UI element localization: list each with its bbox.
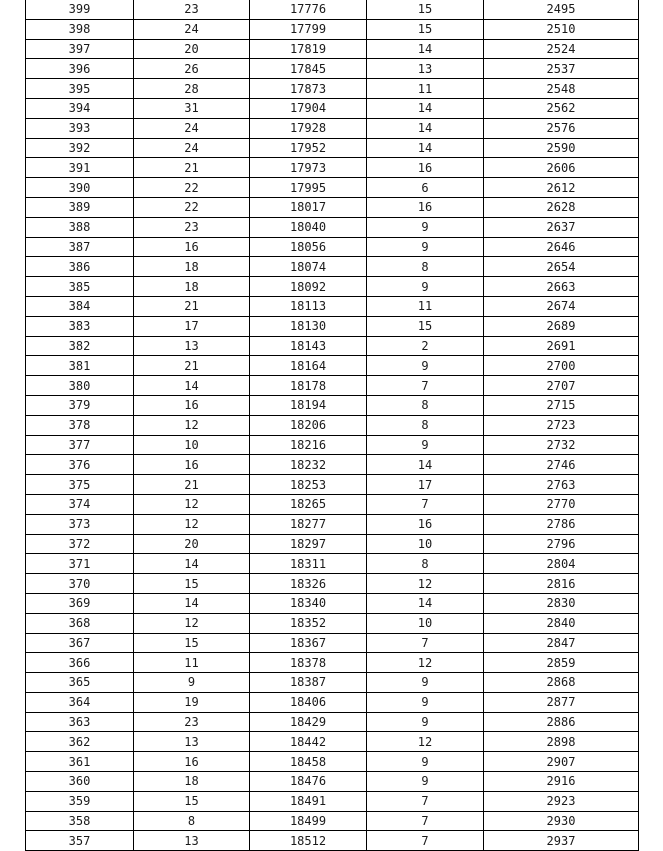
sub-count-cell: 2	[367, 336, 484, 356]
cumulative-count-cell: 18092	[250, 277, 367, 297]
sub-count-cell: 7	[367, 494, 484, 514]
table-row	[26, 514, 639, 534]
count-cell: 31	[134, 98, 250, 118]
sub-count-cell: 6	[367, 178, 484, 198]
sub-cumulative-cell: 2689	[484, 316, 639, 336]
sub-count-cell: 9	[367, 277, 484, 297]
table-row	[26, 98, 639, 118]
cumulative-count-cell: 18017	[250, 197, 367, 217]
sub-count-cell: 12	[367, 732, 484, 752]
count-cell: 18	[134, 772, 250, 792]
sub-cumulative-cell: 2907	[484, 752, 639, 772]
sub-cumulative-cell: 2524	[484, 39, 639, 59]
score-cell: 380	[26, 376, 134, 396]
sub-cumulative-cell: 2930	[484, 811, 639, 831]
table-row	[26, 296, 639, 316]
sub-cumulative-cell: 2576	[484, 118, 639, 138]
sub-count-cell: 9	[367, 237, 484, 257]
score-cell: 368	[26, 613, 134, 633]
count-cell: 9	[134, 673, 250, 693]
count-cell: 16	[134, 752, 250, 772]
table-row	[26, 673, 639, 693]
cumulative-count-cell: 17904	[250, 98, 367, 118]
score-cell: 364	[26, 692, 134, 712]
table-row	[26, 475, 639, 495]
table-row	[26, 257, 639, 277]
sub-count-cell: 7	[367, 791, 484, 811]
sub-cumulative-cell: 2859	[484, 653, 639, 673]
score-cell: 384	[26, 296, 134, 316]
sub-cumulative-cell: 2746	[484, 455, 639, 475]
sub-cumulative-cell: 2637	[484, 217, 639, 237]
score-cell: 399	[26, 0, 134, 19]
score-cell: 360	[26, 772, 134, 792]
sub-count-cell: 12	[367, 653, 484, 673]
count-cell: 14	[134, 554, 250, 574]
count-cell: 12	[134, 415, 250, 435]
sub-count-cell: 15	[367, 316, 484, 336]
score-cell: 370	[26, 574, 134, 594]
sub-cumulative-cell: 2612	[484, 178, 639, 198]
count-cell: 13	[134, 732, 250, 752]
sub-cumulative-cell: 2796	[484, 534, 639, 554]
sub-count-cell: 7	[367, 831, 484, 851]
count-cell: 10	[134, 435, 250, 455]
table-row	[26, 0, 639, 19]
count-cell: 15	[134, 574, 250, 594]
cumulative-count-cell: 17952	[250, 138, 367, 158]
score-cell: 397	[26, 39, 134, 59]
table-row	[26, 39, 639, 59]
sub-cumulative-cell: 2562	[484, 98, 639, 118]
sub-count-cell: 9	[367, 435, 484, 455]
cumulative-count-cell: 17928	[250, 118, 367, 138]
score-cell: 388	[26, 217, 134, 237]
sub-count-cell: 7	[367, 811, 484, 831]
sub-count-cell: 9	[367, 772, 484, 792]
count-cell: 24	[134, 118, 250, 138]
table-row	[26, 158, 639, 178]
table-row	[26, 791, 639, 811]
table-row	[26, 653, 639, 673]
score-cell: 371	[26, 554, 134, 574]
table-row	[26, 772, 639, 792]
table-row	[26, 59, 639, 79]
sub-cumulative-cell: 2606	[484, 158, 639, 178]
table-row	[26, 316, 639, 336]
cumulative-count-cell: 18040	[250, 217, 367, 237]
cumulative-count-cell: 18206	[250, 415, 367, 435]
cumulative-count-cell: 18429	[250, 712, 367, 732]
score-cell: 386	[26, 257, 134, 277]
cumulative-count-cell: 18512	[250, 831, 367, 851]
table-row	[26, 237, 639, 257]
cumulative-count-cell: 18113	[250, 296, 367, 316]
cumulative-count-cell: 18352	[250, 613, 367, 633]
sub-cumulative-cell: 2495	[484, 0, 639, 19]
cumulative-count-cell: 18311	[250, 554, 367, 574]
sub-cumulative-cell: 2898	[484, 732, 639, 752]
cumulative-count-cell: 18178	[250, 376, 367, 396]
count-cell: 20	[134, 534, 250, 554]
score-cell: 383	[26, 316, 134, 336]
sub-count-cell: 14	[367, 39, 484, 59]
sub-count-cell: 9	[367, 752, 484, 772]
count-cell: 17	[134, 316, 250, 336]
sub-cumulative-cell: 2786	[484, 514, 639, 534]
sub-count-cell: 9	[367, 692, 484, 712]
score-cell: 361	[26, 752, 134, 772]
sub-count-cell: 9	[367, 712, 484, 732]
sub-count-cell: 8	[367, 554, 484, 574]
score-cell: 372	[26, 534, 134, 554]
table-row	[26, 534, 639, 554]
sub-cumulative-cell: 2804	[484, 554, 639, 574]
score-cell: 396	[26, 59, 134, 79]
sub-count-cell: 7	[367, 376, 484, 396]
score-cell: 377	[26, 435, 134, 455]
cumulative-count-cell: 18164	[250, 356, 367, 376]
count-cell: 23	[134, 712, 250, 732]
count-cell: 21	[134, 356, 250, 376]
sub-cumulative-cell: 2916	[484, 772, 639, 792]
sub-count-cell: 14	[367, 118, 484, 138]
count-cell: 16	[134, 237, 250, 257]
sub-cumulative-cell: 2537	[484, 59, 639, 79]
sub-cumulative-cell: 2654	[484, 257, 639, 277]
score-cell: 376	[26, 455, 134, 475]
sub-count-cell: 9	[367, 217, 484, 237]
count-cell: 21	[134, 296, 250, 316]
table-body	[26, 0, 639, 851]
cumulative-count-cell: 18340	[250, 593, 367, 613]
sub-count-cell: 11	[367, 79, 484, 99]
score-cell: 362	[26, 732, 134, 752]
sub-count-cell: 9	[367, 673, 484, 693]
score-cell: 373	[26, 514, 134, 534]
sub-cumulative-cell: 2510	[484, 19, 639, 39]
sub-count-cell: 17	[367, 475, 484, 495]
count-cell: 22	[134, 197, 250, 217]
count-cell: 12	[134, 613, 250, 633]
count-cell: 13	[134, 336, 250, 356]
table-row	[26, 336, 639, 356]
cumulative-count-cell: 18378	[250, 653, 367, 673]
sub-count-cell: 14	[367, 593, 484, 613]
table-row	[26, 455, 639, 475]
score-cell: 394	[26, 98, 134, 118]
count-cell: 16	[134, 455, 250, 475]
cumulative-count-cell: 18406	[250, 692, 367, 712]
sub-cumulative-cell: 2715	[484, 395, 639, 415]
score-cell: 392	[26, 138, 134, 158]
score-cell: 374	[26, 494, 134, 514]
sub-cumulative-cell: 2732	[484, 435, 639, 455]
cumulative-count-cell: 17973	[250, 158, 367, 178]
sub-cumulative-cell: 2548	[484, 79, 639, 99]
sub-cumulative-cell: 2663	[484, 277, 639, 297]
table-row	[26, 178, 639, 198]
cumulative-count-cell: 18297	[250, 534, 367, 554]
score-table	[25, 0, 639, 851]
score-cell: 393	[26, 118, 134, 138]
table-row	[26, 395, 639, 415]
table-row	[26, 633, 639, 653]
sub-cumulative-cell: 2886	[484, 712, 639, 732]
count-cell: 19	[134, 692, 250, 712]
score-cell: 379	[26, 395, 134, 415]
cumulative-count-cell: 17845	[250, 59, 367, 79]
count-cell: 28	[134, 79, 250, 99]
cumulative-count-cell: 17776	[250, 0, 367, 19]
score-cell: 363	[26, 712, 134, 732]
sub-count-cell: 15	[367, 19, 484, 39]
score-cell: 378	[26, 415, 134, 435]
score-cell: 382	[26, 336, 134, 356]
score-cell: 390	[26, 178, 134, 198]
cumulative-count-cell: 18143	[250, 336, 367, 356]
count-cell: 8	[134, 811, 250, 831]
sub-count-cell: 10	[367, 534, 484, 554]
count-cell: 15	[134, 791, 250, 811]
count-cell: 18	[134, 257, 250, 277]
sub-cumulative-cell: 2868	[484, 673, 639, 693]
count-cell: 16	[134, 395, 250, 415]
count-cell: 15	[134, 633, 250, 653]
table-row	[26, 752, 639, 772]
sub-cumulative-cell: 2646	[484, 237, 639, 257]
sub-cumulative-cell: 2816	[484, 574, 639, 594]
cumulative-count-cell: 18326	[250, 574, 367, 594]
sub-count-cell: 7	[367, 633, 484, 653]
sub-cumulative-cell: 2770	[484, 494, 639, 514]
sub-count-cell: 8	[367, 415, 484, 435]
sub-cumulative-cell: 2763	[484, 475, 639, 495]
cumulative-count-cell: 18130	[250, 316, 367, 336]
count-cell: 24	[134, 138, 250, 158]
table-row	[26, 574, 639, 594]
count-cell: 26	[134, 59, 250, 79]
score-cell: 357	[26, 831, 134, 851]
sub-count-cell: 16	[367, 158, 484, 178]
score-cell: 369	[26, 593, 134, 613]
score-cell: 398	[26, 19, 134, 39]
sub-count-cell: 8	[367, 257, 484, 277]
sub-count-cell: 16	[367, 514, 484, 534]
count-cell: 22	[134, 178, 250, 198]
cumulative-count-cell: 18232	[250, 455, 367, 475]
table-row	[26, 376, 639, 396]
cumulative-count-cell: 18367	[250, 633, 367, 653]
score-cell: 385	[26, 277, 134, 297]
count-cell: 21	[134, 475, 250, 495]
count-cell: 23	[134, 0, 250, 19]
table-row	[26, 831, 639, 851]
sub-count-cell: 14	[367, 138, 484, 158]
cumulative-count-cell: 18056	[250, 237, 367, 257]
score-cell: 395	[26, 79, 134, 99]
cumulative-count-cell: 18476	[250, 772, 367, 792]
sub-count-cell: 10	[367, 613, 484, 633]
sub-count-cell: 9	[367, 356, 484, 376]
count-cell: 14	[134, 593, 250, 613]
sub-cumulative-cell: 2877	[484, 692, 639, 712]
score-cell: 389	[26, 197, 134, 217]
table-row	[26, 692, 639, 712]
sub-cumulative-cell: 2628	[484, 197, 639, 217]
cumulative-count-cell: 18216	[250, 435, 367, 455]
cumulative-count-cell: 18194	[250, 395, 367, 415]
score-cell: 375	[26, 475, 134, 495]
sub-cumulative-cell: 2830	[484, 593, 639, 613]
cumulative-count-cell: 18458	[250, 752, 367, 772]
score-cell: 387	[26, 237, 134, 257]
cumulative-count-cell: 18491	[250, 791, 367, 811]
sub-count-cell: 16	[367, 197, 484, 217]
sub-count-cell: 12	[367, 574, 484, 594]
score-table-container	[25, 0, 638, 851]
count-cell: 24	[134, 19, 250, 39]
count-cell: 11	[134, 653, 250, 673]
table-row	[26, 277, 639, 297]
cumulative-count-cell: 18277	[250, 514, 367, 534]
count-cell: 12	[134, 494, 250, 514]
table-row	[26, 138, 639, 158]
sub-cumulative-cell: 2590	[484, 138, 639, 158]
count-cell: 21	[134, 158, 250, 178]
cumulative-count-cell: 18442	[250, 732, 367, 752]
table-row	[26, 19, 639, 39]
sub-cumulative-cell: 2840	[484, 613, 639, 633]
table-row	[26, 712, 639, 732]
score-cell: 366	[26, 653, 134, 673]
table-row	[26, 79, 639, 99]
table-row	[26, 197, 639, 217]
sub-count-cell: 14	[367, 455, 484, 475]
sub-cumulative-cell: 2937	[484, 831, 639, 851]
cumulative-count-cell: 17819	[250, 39, 367, 59]
cumulative-count-cell: 18253	[250, 475, 367, 495]
table-row	[26, 415, 639, 435]
sub-cumulative-cell: 2847	[484, 633, 639, 653]
sub-count-cell: 11	[367, 296, 484, 316]
score-cell: 381	[26, 356, 134, 376]
count-cell: 23	[134, 217, 250, 237]
sub-count-cell: 15	[367, 0, 484, 19]
table-row	[26, 356, 639, 376]
sub-cumulative-cell: 2700	[484, 356, 639, 376]
sub-count-cell: 14	[367, 98, 484, 118]
cumulative-count-cell: 17995	[250, 178, 367, 198]
sub-cumulative-cell: 2707	[484, 376, 639, 396]
score-cell: 359	[26, 791, 134, 811]
table-row	[26, 732, 639, 752]
table-row	[26, 217, 639, 237]
count-cell: 13	[134, 831, 250, 851]
count-cell: 20	[134, 39, 250, 59]
table-row	[26, 554, 639, 574]
table-row	[26, 593, 639, 613]
table-row	[26, 494, 639, 514]
table-row	[26, 613, 639, 633]
cumulative-count-cell: 18499	[250, 811, 367, 831]
cumulative-count-cell: 17873	[250, 79, 367, 99]
table-row	[26, 118, 639, 138]
sub-cumulative-cell: 2723	[484, 415, 639, 435]
cumulative-count-cell: 18265	[250, 494, 367, 514]
sub-cumulative-cell: 2923	[484, 791, 639, 811]
cumulative-count-cell: 18387	[250, 673, 367, 693]
score-cell: 391	[26, 158, 134, 178]
cumulative-count-cell: 17799	[250, 19, 367, 39]
count-cell: 14	[134, 376, 250, 396]
score-cell: 365	[26, 673, 134, 693]
count-cell: 12	[134, 514, 250, 534]
score-cell: 367	[26, 633, 134, 653]
sub-cumulative-cell: 2674	[484, 296, 639, 316]
count-cell: 18	[134, 277, 250, 297]
cumulative-count-cell: 18074	[250, 257, 367, 277]
score-cell: 358	[26, 811, 134, 831]
table-row	[26, 811, 639, 831]
sub-count-cell: 13	[367, 59, 484, 79]
sub-cumulative-cell: 2691	[484, 336, 639, 356]
sub-count-cell: 8	[367, 395, 484, 415]
table-row	[26, 435, 639, 455]
